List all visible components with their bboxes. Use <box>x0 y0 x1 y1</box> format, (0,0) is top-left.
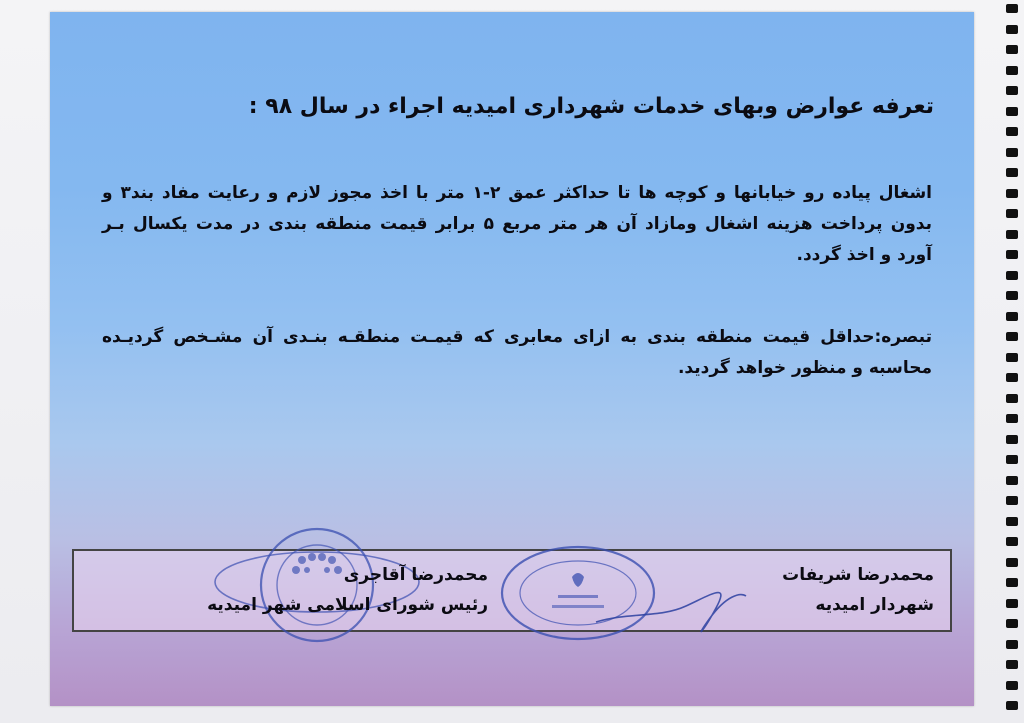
signature-mayor <box>782 560 934 620</box>
binding-hole <box>1006 394 1018 403</box>
binding-hole <box>1006 660 1018 669</box>
binding-hole <box>1006 45 1018 54</box>
council-head-role: رئیس شورای اسلامی شهر امیدیه <box>207 595 488 615</box>
binding-hole <box>1006 230 1018 239</box>
binding-hole <box>1006 148 1018 157</box>
binding-hole <box>1006 578 1018 587</box>
binding-hole <box>1006 271 1018 280</box>
binding-hole <box>1006 25 1018 34</box>
binding-hole <box>1006 599 1018 608</box>
binding-hole <box>1006 312 1018 321</box>
binding-hole <box>1006 435 1018 444</box>
binding-hole <box>1006 496 1018 505</box>
binding-hole <box>1006 619 1018 628</box>
binding-hole <box>1006 558 1018 567</box>
binding-hole <box>1006 681 1018 690</box>
document-title: تعرفه عوارض وبهای خدمات شهرداری امیدیه اجراء در سال ۹۸ : <box>248 94 934 119</box>
binding-hole <box>1006 353 1018 362</box>
signature-council-head <box>207 560 488 620</box>
binding-hole <box>1006 701 1018 710</box>
binding-hole <box>1006 209 1018 218</box>
paragraph-sidewalk-occupation: اشغال پیاده رو خیابانها و کوچه ها تا حداکثر عمق ۲-۱ متر با اخذ مجوز لازم و رعایت مفاد بند۳ و بدون پرداخت هزینه اشغال ومازاد آن هر متر مربع ۵ برابر قیمت منطقه بندی در مدت یکسال بـر آورد و اخذ گردد. <box>102 183 932 265</box>
binding-hole <box>1006 373 1018 382</box>
binding-hole <box>1006 537 1018 546</box>
binding-hole <box>1006 250 1018 259</box>
binding-hole <box>1006 66 1018 75</box>
binding-hole <box>1006 476 1018 485</box>
binding-hole <box>1006 455 1018 464</box>
binding-hole <box>1006 517 1018 526</box>
binding-hole <box>1006 127 1018 136</box>
binding-hole <box>1006 168 1018 177</box>
binding-hole <box>1006 4 1018 13</box>
spiral-binding <box>1004 0 1020 723</box>
binding-hole <box>1006 86 1018 95</box>
binding-hole <box>1006 414 1018 423</box>
binding-hole <box>1006 291 1018 300</box>
binding-hole <box>1006 189 1018 198</box>
binding-hole <box>1006 107 1018 116</box>
mayor-role: شهردار امیدیه <box>815 595 934 615</box>
binding-hole <box>1006 332 1018 341</box>
paragraph-note: تبصره:حداقل قیمت منطقه بندی به ازای معابری که قیمـت منطقـه بنـدی آن مشـخص گردیـده محاسبه و منظور خواهد گردید. <box>102 327 932 378</box>
mayor-name: محمدرضا شریفات <box>782 565 934 585</box>
council-head-name: محمدرضا آقاجری <box>343 565 488 585</box>
binding-hole <box>1006 640 1018 649</box>
